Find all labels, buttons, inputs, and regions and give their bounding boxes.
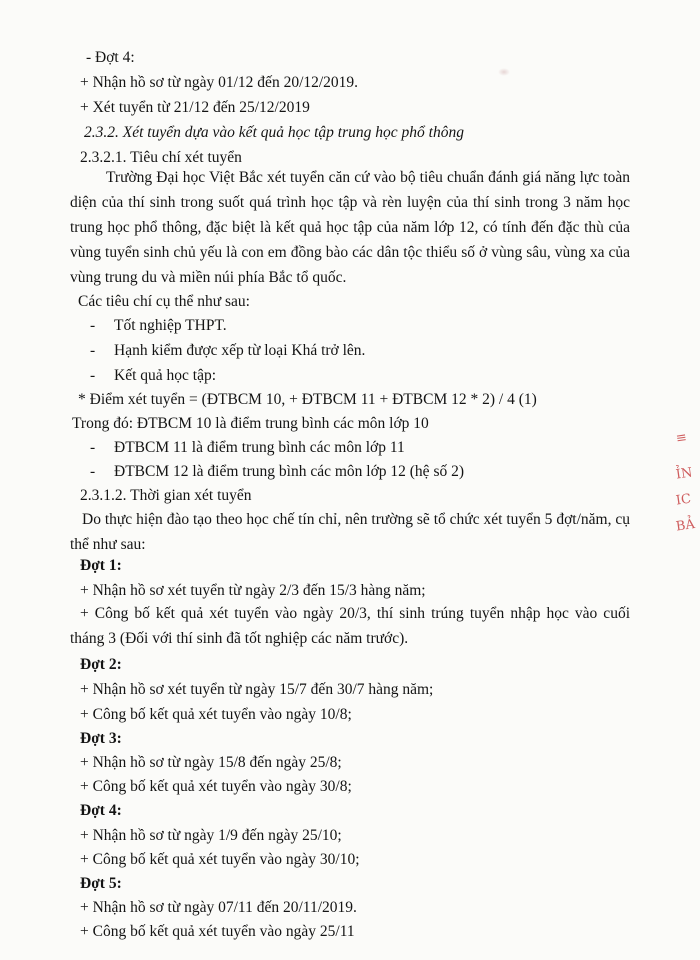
- bullet-text: Hạnh kiểm được xếp từ loại Khá trở lên.: [114, 342, 366, 359]
- bullet-text: Kết quả học tập:: [114, 367, 217, 384]
- text-line: + Nhận hồ sơ từ ngày 07/11 đến 20/11/2019.: [80, 899, 357, 916]
- red-stamp-edge: [676, 430, 700, 600]
- subsection-heading: 2.3.1.2. Thời gian xét tuyển: [80, 487, 252, 504]
- dash-icon: -: [90, 439, 96, 456]
- subsection-heading: 2.3.2.1. Tiêu chí xét tuyển: [80, 149, 242, 166]
- text-line: + Công bố kết quả xét tuyển vào ngày 25/11: [80, 923, 355, 940]
- heading-dot-3: Đợt 3:: [80, 730, 122, 747]
- formula-line: * Điểm xét tuyển = (ĐTBCM 10, + ĐTBCM 11 + ĐTBCM 12 * 2) / 4 (1): [78, 391, 537, 408]
- text-line: + Nhận hồ sơ xét tuyển từ ngày 2/3 đến 15/3 hàng năm;: [80, 582, 426, 599]
- text-line: + Nhận hồ sơ từ ngày 1/9 đến ngày 25/10;: [80, 827, 342, 844]
- stamp-text: BẢ: [675, 517, 696, 535]
- paragraph-intro: Trường Đại học Việt Bắc xét tuyển căn cứ vào bộ tiêu chuẩn đánh giá năng lực toàn diện của thí sinh trong suốt quá trình học tập và rèn luyện của thí sinh trong 3 năm học trung học phổ thông, đặc biệt là kết quả học tập của năm lớp 12, có tính đến đặc thù của vùng tuyển sinh chủ yếu là con em đồng bào các dân tộc thiểu số ở vùng sâu, vùng xa của vùng trung du và miền núi phía Bắc tổ quốc.: [70, 169, 630, 286]
- text-line: + Nhận hồ sơ từ ngày 01/12 đến 20/12/2019.: [80, 74, 359, 91]
- text-line: + Nhận hồ sơ xét tuyển từ ngày 15/7 đến 30/7 hàng năm;: [80, 681, 434, 698]
- text-line: + Nhận hồ sơ từ ngày 15/8 đến ngày 25/8;: [80, 754, 342, 771]
- bullet-text: ĐTBCM 12 là điểm trung bình các môn lớp 12 (hệ số 2): [114, 463, 465, 480]
- text-line: + Xét tuyển từ 21/12 đến 25/12/2019: [80, 99, 310, 116]
- paragraph-time: Do thực hiện đào tạo theo học chế tín chỉ, nên trường sẽ tổ chức xét tuyển 5 đợt/năm, cụ thể như sau:: [70, 511, 630, 553]
- heading-dot-4: - Đợt 4:: [86, 49, 135, 66]
- stamp-text: ỈN: [675, 465, 694, 483]
- text-line: + Công bố kết quả xét tuyển vào ngày 30/10;: [80, 851, 360, 868]
- heading-dot-2: Đợt 2:: [80, 656, 122, 673]
- dash-icon: -: [90, 463, 96, 480]
- text-line: + Công bố kết quả xét tuyển vào ngày 10/8;: [80, 706, 352, 723]
- dash-icon: -: [90, 342, 96, 359]
- heading-dot-1: Đợt 1:: [80, 557, 122, 574]
- paragraph-announce: + Công bố kết quả xét tuyển vào ngày 20/3, thí sinh trúng tuyển nhập học vào cuối tháng 3 (Đối với thí sinh đã tốt nghiệp các năm trước).: [70, 605, 630, 647]
- stamp-text: ≡: [675, 430, 688, 447]
- heading-dot-4b: Đợt 4:: [80, 802, 122, 819]
- bullet-text: Tốt nghiệp THPT.: [114, 317, 227, 334]
- section-heading: 2.3.2. Xét tuyển dựa vào kết quả học tập trung học phổ thông: [84, 124, 464, 141]
- text-line: Trong đó: ĐTBCM 10 là điểm trung bình các môn lớp 10: [72, 415, 429, 432]
- bullet-text: ĐTBCM 11 là điểm trung bình các môn lớp 11: [114, 439, 405, 456]
- stamp-text: IC: [675, 491, 693, 509]
- dash-icon: -: [90, 317, 96, 334]
- heading-dot-5: Đợt 5:: [80, 875, 122, 892]
- dash-icon: -: [90, 367, 96, 384]
- text-line: Các tiêu chí cụ thể như sau:: [78, 293, 250, 310]
- text-line: + Công bố kết quả xét tuyển vào ngày 30/8;: [80, 778, 352, 795]
